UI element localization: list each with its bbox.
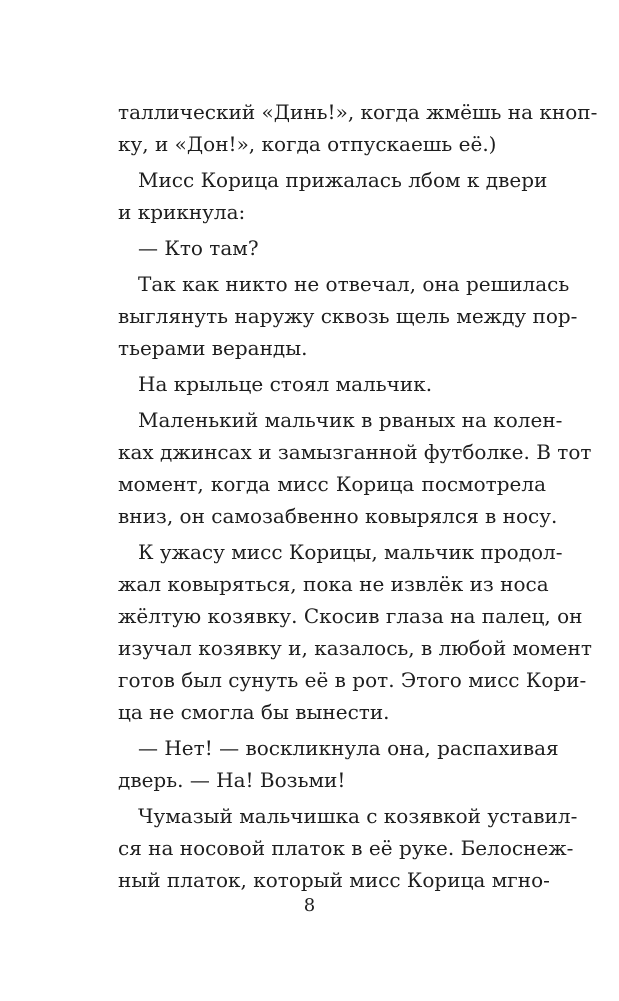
text-line: ся на носовой платок в её руке. Белоснеж- bbox=[118, 836, 574, 860]
text-line: ца не смогла бы вынести. bbox=[118, 700, 390, 724]
text-line: ках джинсах и замызганной футболке. В тот bbox=[118, 440, 592, 464]
text-line: — Кто там? bbox=[138, 236, 259, 260]
text-line: и крикнула: bbox=[118, 200, 246, 224]
text-line: ный платок, который мисс Корица мгно- bbox=[118, 868, 550, 892]
page-number: 8 bbox=[303, 895, 316, 916]
text-line: изучал козявку и, казалось, в любой момент bbox=[118, 636, 592, 660]
text-line: дверь. — На! Возьми! bbox=[118, 768, 346, 792]
text-line: ку, и «Дон!», когда отпускаешь её.) bbox=[118, 132, 497, 156]
body-text bbox=[118, 96, 598, 896]
text-line: Мисс Корица прижалась лбом к двери bbox=[138, 168, 548, 192]
text-line: Маленький мальчик в рваных на колен- bbox=[138, 408, 563, 432]
text-line: — Нет! — воскликнула она, распахивая bbox=[138, 736, 559, 760]
text-line: выглянуть наружу сквозь щель между пор- bbox=[118, 304, 578, 328]
text-line: жал ковыряться, пока не извлёк из носа bbox=[118, 572, 549, 596]
text-line: момент, когда мисс Корица посмотрела bbox=[118, 472, 546, 496]
text-line: К ужасу мисс Корицы, мальчик продол- bbox=[138, 540, 563, 564]
text-line: вниз, он самозабвенно ковырялся в носу. bbox=[118, 504, 558, 528]
text-line: жёлтую козявку. Скосив глаза на палец, он bbox=[118, 604, 583, 628]
text-line: таллический «Динь!», когда жмёшь на кноп- bbox=[118, 100, 598, 124]
text-line: На крыльце стоял мальчик. bbox=[138, 372, 433, 396]
text-line: готов был сунуть её в рот. Этого мисс Кори- bbox=[118, 668, 587, 692]
text-line: Так как никто не отвечал, она решилась bbox=[138, 272, 570, 296]
text-line: тьерами веранды. bbox=[118, 336, 308, 360]
text-line: Чумазый мальчишка с козявкой уставил- bbox=[138, 804, 578, 828]
